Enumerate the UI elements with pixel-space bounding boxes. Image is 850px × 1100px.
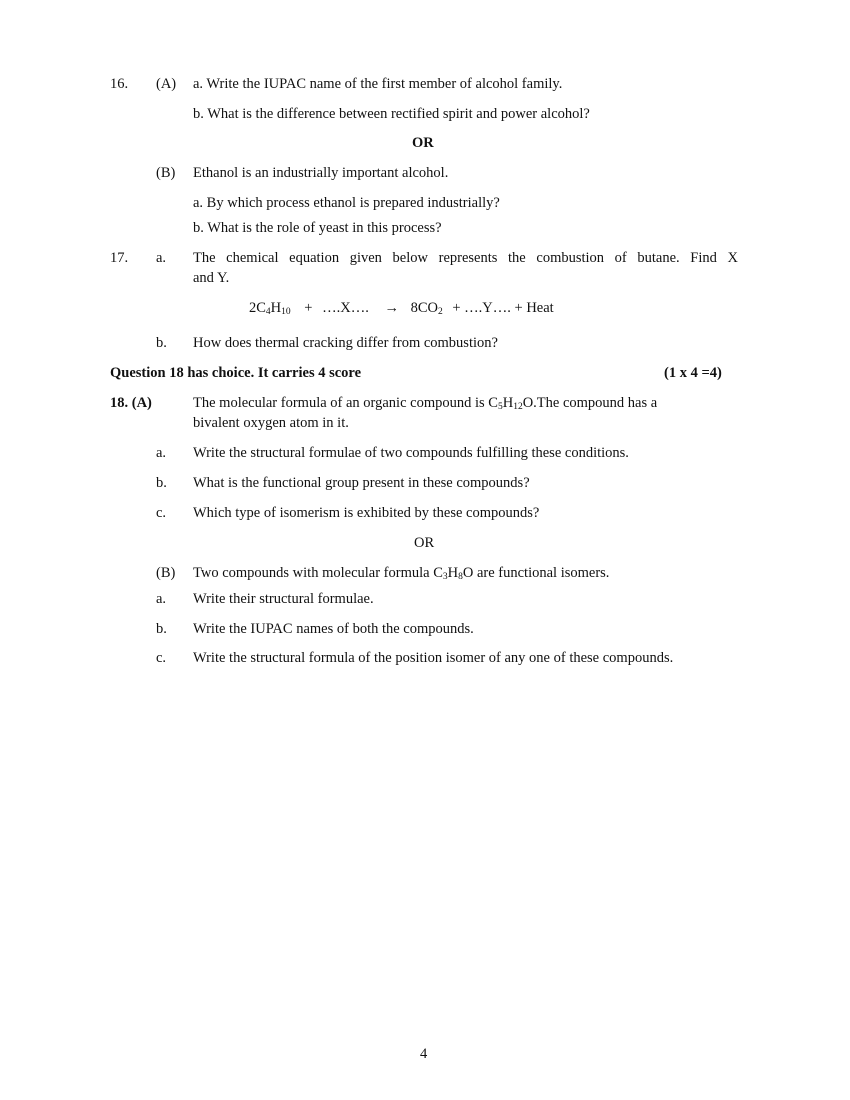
q17-a-line2: and Y. <box>193 270 230 286</box>
q18-a-intro: The molecular formula of an organic compound is $C_5H_{12}O.The$ compound has a <box>193 395 658 412</box>
q16-b-intro: Ethanol is an industrially important alcohol. <box>193 165 449 181</box>
q17-b-text: How does thermal cracking differ from combustion? <box>193 335 498 351</box>
q18-a-item-text: Write the structural formulae of two compounds fulfilling these conditions. <box>193 445 629 461</box>
q18-b-intro: Two compounds with molecular formula $C_3H_8O$ are functional isomers. <box>193 565 610 582</box>
q18-b-item-label: a. <box>156 591 167 607</box>
q16-or: OR <box>412 135 434 151</box>
q18-b-item-label: b. <box>156 621 167 637</box>
section-heading: Question 18 has choice. It carries 4 score <box>110 365 362 381</box>
page-number: 4 <box>420 1046 428 1062</box>
q18-a-item-label: c. <box>156 505 167 521</box>
eq-y: ….Y…. <box>464 300 511 316</box>
q16-a-a: a. Write the IUPAC name of the first member of alcohol family. <box>193 76 563 92</box>
q18-b-item-label: c. <box>156 650 167 666</box>
q18-b-label: (B) <box>156 565 176 581</box>
q17-a-line1: The chemical equation given below represents the combustion of butane. Find X <box>193 250 738 266</box>
eq-heat: + Heat <box>514 300 554 316</box>
q18-b-item-text: Write the IUPAC names of both the compounds. <box>193 621 474 637</box>
q16-b-a: a. By which process ethanol is prepared industrially? <box>193 195 500 211</box>
q16-b-label: (B) <box>156 165 176 181</box>
q16-number: 16. <box>110 76 129 92</box>
eq-reactant-butane: $2C_4H_{10}$ <box>249 300 291 317</box>
eq-plus-1: + <box>304 300 313 316</box>
q18-a-item-label: a. <box>156 445 167 461</box>
q18-a-item-label: b. <box>156 475 167 491</box>
q16-b-b: b. What is the role of yeast in this process? <box>193 220 442 236</box>
q18-a-intro-line2: bivalent oxygen atom in it. <box>193 415 349 431</box>
eq-product-co2: $8CO_2$ <box>410 300 443 317</box>
section-marks: (1 x 4 =4) <box>664 365 722 381</box>
eq-arrow: → <box>384 300 399 316</box>
q18-b-item-text: Write the structural formula of the position isomer of any one of these compounds. <box>193 650 674 666</box>
eq-x: ….X…. <box>322 300 369 316</box>
eq-plus-2: + <box>452 300 461 316</box>
q18-number-a: 18. (A) <box>110 395 152 411</box>
q18-a-item-text: Which type of isomerism is exhibited by these compounds? <box>193 505 540 521</box>
q17-a-label: a. <box>156 250 167 266</box>
q18-b-item-text: Write their structural formulae. <box>193 591 374 607</box>
q18-a-item-text: What is the functional group present in these compounds? <box>193 475 530 491</box>
q16-a-b: b. What is the difference between rectified spirit and power alcohol? <box>193 106 590 122</box>
combustion-equation <box>249 298 554 318</box>
q17-b-label: b. <box>156 335 167 351</box>
q18-or: OR <box>414 535 435 551</box>
q16-a-label: (A) <box>156 76 177 92</box>
q17-number: 17. <box>110 250 129 266</box>
